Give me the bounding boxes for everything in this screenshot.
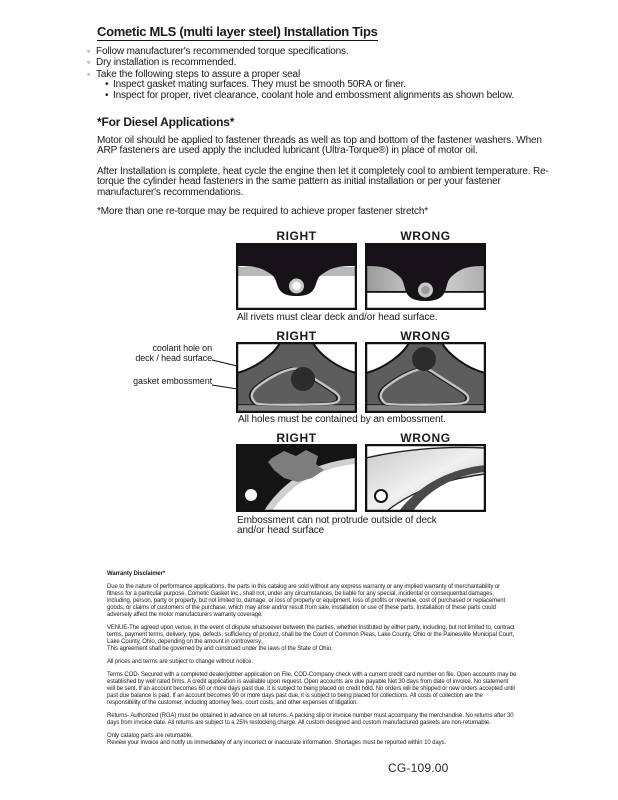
legal-paragraph: Due to the nature of performance applications, the parts in this catalog are sold without any express warranty or any implied warranty of merchantability or fitness for a particular purpose. Cometic Gasket Inc., shall not, under any circumstances, be liable for any special, incidental or consequential damages, including, person, party or property, but not limited to, damage, or loss of property or equipment, loss of profits or revenue, cost of purchased or replacement goods, or claims of customers of the purchase, which may arise and/or result from sale, installation or use of these parts. Installation of these parts could adversely affect the motor manufacturers warranty coverage.: [107, 584, 506, 618]
circle-bullet-icon: ◦: [87, 57, 91, 68]
diesel-applications-heading: *For Diesel Applications*: [97, 115, 235, 129]
legal-paragraph: Only catalog parts are returnable.: [107, 733, 193, 739]
legal-paragraph: Review your invoice and notify us immediately of any incorrect or inaccurate information. Shortages must be reported within 10 days.: [107, 740, 446, 746]
figure-rivet-wrong: [365, 243, 486, 310]
list-item-text: Follow manufacturer's recommended torque specifications.: [96, 46, 349, 57]
dot-bullet-icon: •: [105, 79, 109, 91]
protrusion-wrong-diagram: [365, 444, 486, 512]
figure-protrusion-wrong: [365, 444, 486, 512]
row3-wrong-label: WRONG: [400, 431, 451, 445]
rivet-wrong-diagram: [365, 243, 486, 310]
row2-wrong-label: WRONG: [400, 329, 451, 343]
rivet-center-icon: [292, 282, 300, 290]
gasket-embossment-annotation: gasket embossment: [133, 376, 212, 386]
embossment-wrong-diagram: [365, 342, 486, 413]
figure-embossment-wrong: [365, 342, 486, 413]
legal-paragraph: All prices and terms are subject to change without notice.: [107, 659, 253, 665]
list-item-text: Take the following steps to assure a proper seal: [96, 68, 301, 80]
row2-right-label: RIGHT: [276, 329, 317, 343]
installation-tips-list: [87, 46, 514, 101]
list-item-text: Dry installation is recommended.: [96, 57, 237, 69]
figure-embossment-right: [236, 342, 357, 413]
coolant-hole-annotation: coolant hole on deck / head surface: [135, 343, 212, 363]
circle-bullet-icon: ◦: [87, 46, 91, 56]
circle-bullet-icon: ◦: [87, 68, 91, 79]
figure-protrusion-right: [236, 444, 357, 512]
diesel-paragraph-2: After Installation is complete, heat cycle the engine then let it completely cool to ambient temperature. Re-torque the cylinder head fasteners in the same pattern as initial installation or per your fastener manufacturer's recommendations.: [97, 166, 549, 198]
list-item-text: Inspect gasket mating surfaces. They must be smooth 50RA or finer.: [113, 79, 406, 91]
list-item-text: Inspect for proper, rivet clearance, coolant hole and embossment alignments as shown below.: [113, 89, 515, 101]
legal-paragraph: Returns- Authorized (RGA) must be obtained in advance on all returns. A packing slip or invoice number must accompany the merchandise. No returns after 30 days from invoice date. All returns are subject to a 25% restocking charge. All custom designed and custom manufactured gaskets are non-returnable.: [107, 713, 514, 726]
figure-rivet-right: [236, 243, 357, 310]
rivet-center-icon: [421, 286, 429, 294]
bolt-hole: [375, 490, 387, 502]
dot-bullet-icon: •: [105, 89, 109, 101]
page-title: Cometic MLS (multi layer steel) Installation Tips: [97, 24, 378, 39]
row3-right-label: RIGHT: [276, 431, 317, 445]
legal-paragraph: VENUE-The agreed upon venue, in the event of dispute whatsoever between the parties, whether instituted by either party, including, but not limited to, contract terms, payment terms, delivery, type, defects, sufficiency of product, shall be the Court of Common Pleas, Lake County, Ohio or the Painesville Municipal Court, Lake County, Ohio, depending on the amount in controversy.: [107, 625, 515, 645]
row1-caption: All rivets must clear deck and/or head surface.: [237, 312, 438, 323]
protrusion-right-diagram: [236, 444, 357, 512]
coolant-hole: [291, 367, 315, 391]
sub-list-item: [87, 91, 514, 101]
row1-wrong-label: WRONG: [400, 229, 451, 243]
legal-paragraph: This agreement shall be governed by and construed under the laws of the State of Ohio.: [107, 646, 333, 652]
page-number: CG-109.00: [388, 761, 449, 775]
diesel-paragraph-3: *More than one re-torque may be required to achieve proper fastener stretch*: [97, 206, 429, 217]
bolt-hole: [245, 489, 257, 501]
diesel-paragraph-1: Motor oil should be applied to fastener threads as well as top and bottom of the fastener washers. When ARP fasteners are used apply the included lubricant (Ultra-Torque®) in place of motor oil.: [97, 135, 542, 157]
legal-paragraph: Terms COD- Secured with a completed dealer/jobber application on File, COD-Company check with a current credit card number on file. Open accounts may be established by well rated firms. A credit application is available upon request. Open accounts are due payable Net 30 days from date of invoice. No statement will be sent. If an account becomes 60 or more days past due, it is subject to being placed on credit hold. No orders will be shipped or new orders accepted until past due balance is paid. If an account becomes 90 or more days past due, it is subject to being placed for collections. All costs of collection are the responsibility of the customer, including attorney fees, court costs, and other expenses of litigation.: [107, 672, 517, 706]
warranty-disclaimer-heading: Warranty Disclaimer*: [107, 571, 166, 577]
row1-right-label: RIGHT: [276, 229, 317, 243]
list-item: [87, 57, 514, 68]
rivet-right-diagram: [236, 243, 357, 310]
row3-caption: Embossment can not protrude outside of deck and/or head surface: [237, 515, 437, 537]
coolant-hole: [412, 347, 436, 371]
list-item: [87, 46, 514, 57]
embossment-right-diagram: [236, 342, 357, 413]
warranty-disclaimer-section: [107, 571, 517, 753]
row2-caption: All holes must be contained by an embossment.: [238, 414, 446, 425]
